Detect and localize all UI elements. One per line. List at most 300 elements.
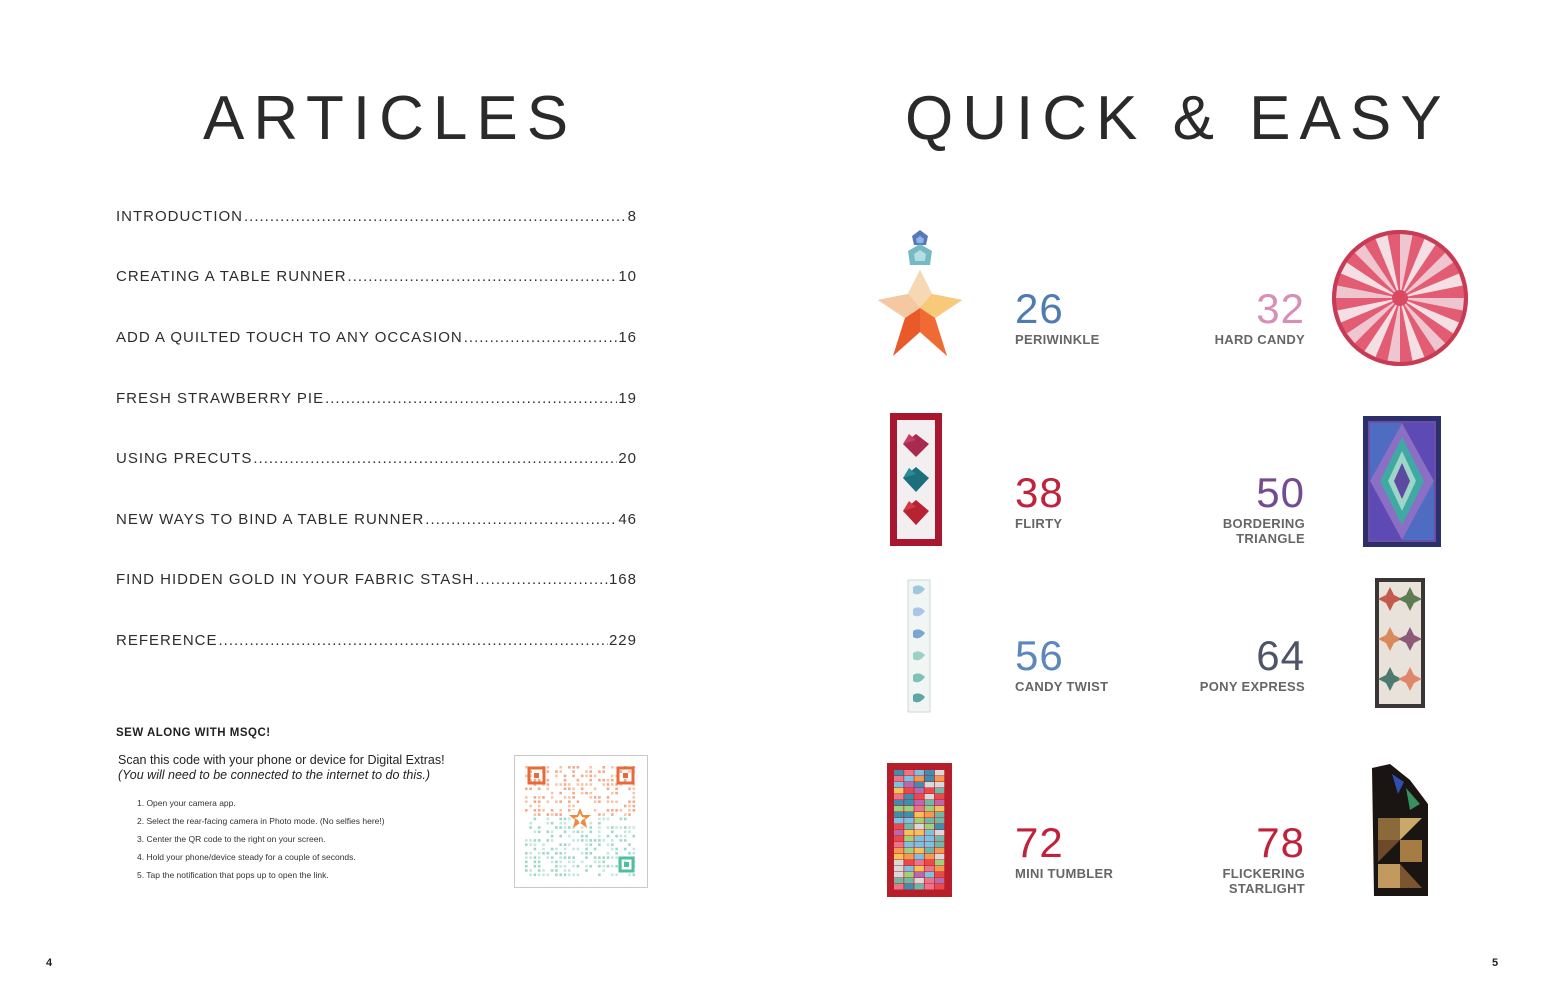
qr-module	[585, 770, 588, 773]
qr-module	[529, 869, 532, 872]
qr-module	[611, 848, 614, 851]
periwinkle-quilt-thumbnail[interactable]	[875, 228, 965, 368]
qr-module	[577, 783, 580, 786]
qr-module	[577, 865, 580, 868]
tumbler-patch	[894, 794, 904, 800]
dot-leader	[475, 571, 608, 588]
qr-module	[611, 792, 614, 795]
qr-module	[628, 788, 631, 791]
tumbler-patch	[894, 776, 904, 782]
qr-module	[602, 766, 605, 769]
qr-module	[590, 822, 593, 825]
qr-module	[633, 852, 636, 855]
qr-module	[555, 826, 558, 829]
qr-module	[555, 865, 558, 868]
qr-module	[598, 831, 601, 834]
toc-entry[interactable]	[116, 511, 637, 528]
qr-module	[555, 874, 558, 877]
qr-module	[572, 788, 575, 791]
toc-entry[interactable]	[116, 208, 637, 225]
toc-entry[interactable]	[116, 390, 637, 407]
articles-title: ARTICLES	[203, 84, 578, 153]
qr-module	[577, 839, 580, 842]
qr-module	[620, 770, 623, 773]
qr-module	[598, 874, 601, 877]
qr-module	[534, 874, 537, 877]
qr-module	[602, 839, 605, 842]
tumbler-patch	[925, 824, 935, 830]
qr-module	[585, 792, 588, 795]
tumbler-patch	[935, 800, 945, 806]
tumbler-patch	[904, 782, 914, 788]
qr-module	[538, 852, 541, 855]
qr-module	[590, 796, 593, 799]
tumbler-patch	[935, 848, 945, 854]
tumbler-patch	[904, 794, 914, 800]
qr-module	[534, 839, 537, 842]
project-name-line: FLICKERING	[1222, 866, 1305, 881]
qr-module	[559, 852, 562, 855]
toc-page-number: 20	[618, 450, 637, 467]
qr-module	[590, 852, 593, 855]
tumbler-patch	[925, 782, 935, 788]
tumbler-patch	[904, 776, 914, 782]
qr-module	[602, 861, 605, 864]
qr-module	[598, 770, 601, 773]
qr-module	[555, 852, 558, 855]
tumbler-patch	[925, 776, 935, 782]
qr-module	[559, 783, 562, 786]
qr-module	[534, 831, 537, 834]
sew-along-description	[118, 753, 445, 783]
project-page-number: 72	[1015, 819, 1064, 866]
qr-module	[529, 826, 532, 829]
qr-module	[568, 818, 571, 821]
tumbler-patch	[914, 770, 924, 776]
qr-module	[633, 805, 636, 808]
qr-module	[602, 856, 605, 859]
qr-module	[602, 779, 605, 782]
qr-module	[551, 822, 554, 825]
qr-module	[620, 809, 623, 812]
qr-module	[555, 770, 558, 773]
dot-leader	[253, 450, 617, 467]
qr-module	[542, 874, 545, 877]
toc-label: NEW WAYS TO BIND A TABLE RUNNER	[116, 511, 425, 528]
qr-module	[559, 822, 562, 825]
tumbler-patch	[935, 782, 945, 788]
tumbler-patch	[935, 788, 945, 794]
pony-express-runner-thumbnail[interactable]	[1374, 577, 1426, 709]
qr-module	[633, 796, 636, 799]
project-name[interactable]: CANDY TWIST	[1015, 679, 1109, 694]
tumbler-patch	[894, 842, 904, 848]
qr-module	[547, 874, 550, 877]
tumbler-patch	[925, 860, 935, 866]
project-page-number: 26	[1015, 285, 1064, 332]
tumbler-patch	[914, 854, 924, 860]
qr-module	[568, 766, 571, 769]
qr-module	[551, 839, 554, 842]
qr-module	[525, 800, 528, 803]
qr-module	[598, 822, 601, 825]
quick-easy-title: QUICK & EASY	[905, 84, 1451, 153]
dot-leader	[464, 329, 618, 346]
toc-entry[interactable]	[116, 329, 637, 346]
qr-module	[559, 835, 562, 838]
tumbler-patch	[904, 848, 914, 854]
qr-module	[581, 839, 584, 842]
toc-page-number: 10	[618, 268, 637, 285]
qr-module	[534, 800, 537, 803]
candy-twist-runner-thumbnail[interactable]	[907, 579, 931, 713]
qr-module	[607, 809, 610, 812]
qr-module	[594, 856, 597, 859]
tumbler-patch	[914, 794, 924, 800]
tumbler-patch	[914, 812, 924, 818]
toc-page-number: 46	[618, 511, 637, 528]
qr-code[interactable]	[514, 755, 648, 888]
toc-entry[interactable]	[116, 268, 637, 285]
qr-module	[594, 839, 597, 842]
qr-module	[568, 874, 571, 877]
mini-tumbler-runner-thumbnail[interactable]	[886, 762, 953, 898]
qr-code-image	[515, 756, 647, 887]
tumbler-patch	[914, 884, 924, 890]
qr-module	[581, 835, 584, 838]
project-name[interactable]	[1155, 866, 1305, 896]
qr-module	[594, 800, 597, 803]
tumbler-patch	[925, 842, 935, 848]
tumbler-patch	[914, 866, 924, 872]
project-name[interactable]: FLIRTY	[1015, 516, 1063, 531]
qr-module	[611, 839, 614, 842]
qr-module	[547, 788, 550, 791]
qr-module	[525, 843, 528, 846]
tumbler-patch	[925, 794, 935, 800]
tumbler-patch	[894, 782, 904, 788]
qr-module	[598, 835, 601, 838]
qr-module	[547, 813, 550, 816]
qr-module	[598, 865, 601, 868]
qr-module	[564, 775, 567, 778]
qr-module	[555, 848, 558, 851]
qr-module	[633, 809, 636, 812]
qr-module	[525, 839, 528, 842]
qr-module	[542, 848, 545, 851]
tumbler-patch	[925, 848, 935, 854]
qr-module	[590, 839, 593, 842]
qr-module	[572, 856, 575, 859]
step-item: 4. Hold your phone/device steady for a couple of seconds.	[137, 852, 356, 862]
tumbler-patch	[914, 860, 924, 866]
qr-module	[564, 856, 567, 859]
flickering-starlight-runner-thumbnail[interactable]	[1370, 764, 1432, 898]
toc-label: FIND HIDDEN GOLD IN YOUR FABRIC STASH	[116, 571, 475, 588]
qr-module	[551, 792, 554, 795]
qr-module	[590, 779, 593, 782]
qr-module	[581, 826, 584, 829]
qr-module	[598, 839, 601, 842]
qr-module	[564, 783, 567, 786]
dot-leader	[325, 390, 617, 407]
tumbler-patch	[904, 854, 914, 860]
tumbler-patch	[935, 770, 945, 776]
tumbler-patch	[904, 884, 914, 890]
qr-module	[615, 809, 618, 812]
qr-module	[615, 835, 618, 838]
qr-module	[538, 813, 541, 816]
toc-entry[interactable]	[116, 632, 637, 649]
qr-module	[624, 831, 627, 834]
qr-module	[628, 874, 631, 877]
qr-module	[542, 843, 545, 846]
qr-module	[572, 831, 575, 834]
qr-module	[564, 865, 567, 868]
toc-page-number: 19	[618, 390, 637, 407]
toc-label: CREATING A TABLE RUNNER	[116, 268, 347, 285]
qr-module	[568, 835, 571, 838]
qr-module	[577, 800, 580, 803]
flirty-runner-thumbnail[interactable]	[889, 412, 943, 547]
qr-module	[547, 800, 550, 803]
qr-module	[534, 856, 537, 859]
qr-module	[628, 843, 631, 846]
qr-module	[551, 809, 554, 812]
qr-module	[564, 796, 567, 799]
qr-module	[611, 831, 614, 834]
tumbler-patch	[914, 842, 924, 848]
qr-module	[581, 861, 584, 864]
project-name[interactable]: PERIWINKLE	[1015, 332, 1100, 347]
qr-module	[611, 800, 614, 803]
instruction-steps	[137, 797, 385, 887]
qr-module	[559, 874, 562, 877]
tumbler-patch	[935, 860, 945, 866]
qr-module	[572, 861, 575, 864]
qr-module	[534, 779, 537, 782]
qr-module	[551, 861, 554, 864]
page-number-left: 4	[46, 957, 53, 969]
tumbler-patch	[894, 866, 904, 872]
tumbler-patch	[904, 842, 914, 848]
tumbler-patch	[914, 872, 924, 878]
qr-module	[559, 813, 562, 816]
toc-page-number: 16	[618, 329, 637, 346]
tumbler-patch	[904, 770, 914, 776]
tumbler-patch	[935, 836, 945, 842]
project-page-number: 38	[1015, 469, 1064, 516]
qr-module	[538, 796, 541, 799]
qr-module	[615, 788, 618, 791]
tumbler-patch	[904, 836, 914, 842]
qr-module	[525, 766, 528, 769]
qr-module	[547, 818, 550, 821]
qr-module	[615, 856, 618, 859]
qr-module	[607, 856, 610, 859]
step-item: 2. Select the rear-facing camera in Photo mode. (No selfies here!)	[137, 816, 385, 826]
tumbler-patch	[925, 854, 935, 860]
project-page-number: 56	[1015, 632, 1064, 679]
qr-module	[615, 826, 618, 829]
toc-label: ADD A QUILTED TOUCH TO ANY OCCASION	[116, 329, 463, 346]
qr-module	[585, 783, 588, 786]
qr-module	[559, 809, 562, 812]
qr-module	[598, 800, 601, 803]
qr-module	[607, 865, 610, 868]
qr-module	[538, 826, 541, 829]
project-name[interactable]: HARD CANDY	[1214, 332, 1305, 347]
sew-along-heading: SEW ALONG WITH MSQC!	[116, 727, 271, 739]
qr-module	[581, 775, 584, 778]
hard-candy-quilt-thumbnail[interactable]	[1330, 228, 1470, 368]
tumbler-patch	[925, 770, 935, 776]
tumbler-patch	[935, 884, 945, 890]
qr-module	[529, 822, 532, 825]
qr-module	[590, 831, 593, 834]
toc-entry[interactable]	[116, 571, 637, 588]
qr-module	[628, 813, 631, 816]
project-name[interactable]: PONY EXPRESS	[1199, 679, 1305, 694]
qr-module	[525, 788, 528, 791]
tumbler-patch	[925, 818, 935, 824]
qr-module	[572, 848, 575, 851]
tumbler-patch	[925, 830, 935, 836]
qr-module	[594, 861, 597, 864]
qr-module	[581, 792, 584, 795]
qr-module	[615, 874, 618, 877]
qr-module	[620, 826, 623, 829]
toc-label: FRESH STRAWBERRY PIE	[116, 390, 325, 407]
qr-module	[598, 796, 601, 799]
tumbler-patch	[894, 836, 904, 842]
qr-module	[585, 835, 588, 838]
qr-module	[611, 856, 614, 859]
qr-module	[577, 874, 580, 877]
tumbler-patch	[914, 824, 924, 830]
qr-module	[534, 861, 537, 864]
qr-module	[525, 869, 528, 872]
tumbler-patch	[904, 872, 914, 878]
toc-page-number: 229	[608, 632, 637, 649]
qr-module	[602, 818, 605, 821]
qr-module	[551, 835, 554, 838]
qr-module	[572, 865, 575, 868]
qr-module	[547, 770, 550, 773]
qr-module	[564, 831, 567, 834]
qr-module	[628, 805, 631, 808]
qr-module	[538, 788, 541, 791]
qr-module	[598, 818, 601, 821]
project-name[interactable]: MINI TUMBLER	[1015, 866, 1114, 881]
qr-module	[585, 869, 588, 872]
qr-module	[607, 788, 610, 791]
qr-module	[559, 800, 562, 803]
qr-module	[568, 843, 571, 846]
project-name[interactable]	[1155, 516, 1305, 546]
qr-module	[611, 809, 614, 812]
tumbler-patch	[935, 794, 945, 800]
qr-module	[598, 826, 601, 829]
qr-module	[611, 843, 614, 846]
tumbler-patch	[914, 788, 924, 794]
qr-module	[568, 805, 571, 808]
qr-module	[559, 826, 562, 829]
qr-module	[585, 848, 588, 851]
qr-module	[633, 788, 636, 791]
qr-module	[555, 800, 558, 803]
tumbler-patch	[894, 884, 904, 890]
qr-module	[525, 775, 528, 778]
step-item: 5. Tap the notification that pops up to open the link.	[137, 870, 329, 880]
qr-module	[624, 839, 627, 842]
qr-module	[585, 856, 588, 859]
tumbler-patch	[904, 818, 914, 824]
project-page-number: 32	[1256, 285, 1305, 332]
toc-page-number: 8	[627, 208, 637, 225]
qr-module	[590, 783, 593, 786]
qr-module	[607, 818, 610, 821]
qr-module	[529, 856, 532, 859]
qr-module	[633, 792, 636, 795]
toc-page-number: 168	[608, 571, 637, 588]
tumbler-patch	[894, 872, 904, 878]
qr-module	[564, 869, 567, 872]
qr-module	[590, 770, 593, 773]
qr-module	[547, 822, 550, 825]
tumbler-patch	[904, 800, 914, 806]
tumbler-patch	[904, 830, 914, 836]
toc-label: INTRODUCTION	[116, 208, 243, 225]
qr-module	[590, 826, 593, 829]
qr-module	[633, 835, 636, 838]
bordering-triangle-runner-thumbnail[interactable]	[1362, 415, 1442, 548]
tumbler-patch	[914, 836, 924, 842]
qr-module	[534, 843, 537, 846]
tumbler-patch	[935, 824, 945, 830]
qr-module	[564, 779, 567, 782]
qr-module	[547, 856, 550, 859]
tumbler-patch	[935, 818, 945, 824]
qr-module	[568, 869, 571, 872]
qr-module	[615, 852, 618, 855]
toc-label: USING PRECUTS	[116, 450, 253, 467]
project-page-number: 78	[1256, 819, 1305, 866]
qr-module	[615, 800, 618, 803]
tumbler-patch	[914, 800, 924, 806]
tumbler-patch	[925, 866, 935, 872]
qr-module	[564, 826, 567, 829]
qr-module	[538, 861, 541, 864]
tumbler-patch	[894, 812, 904, 818]
qr-module	[547, 766, 550, 769]
tumbler-patch	[925, 800, 935, 806]
qr-module	[590, 843, 593, 846]
qr-module	[564, 848, 567, 851]
qr-module	[572, 874, 575, 877]
tumbler-patch	[914, 878, 924, 884]
qr-module	[529, 788, 532, 791]
qr-module	[607, 779, 610, 782]
qr-module	[568, 809, 571, 812]
qr-module	[538, 839, 541, 842]
tumbler-patch	[935, 812, 945, 818]
toc-entry[interactable]	[116, 450, 637, 467]
qr-module	[581, 788, 584, 791]
tumbler-patch	[894, 818, 904, 824]
qr-module	[611, 775, 614, 778]
qr-module	[529, 839, 532, 842]
